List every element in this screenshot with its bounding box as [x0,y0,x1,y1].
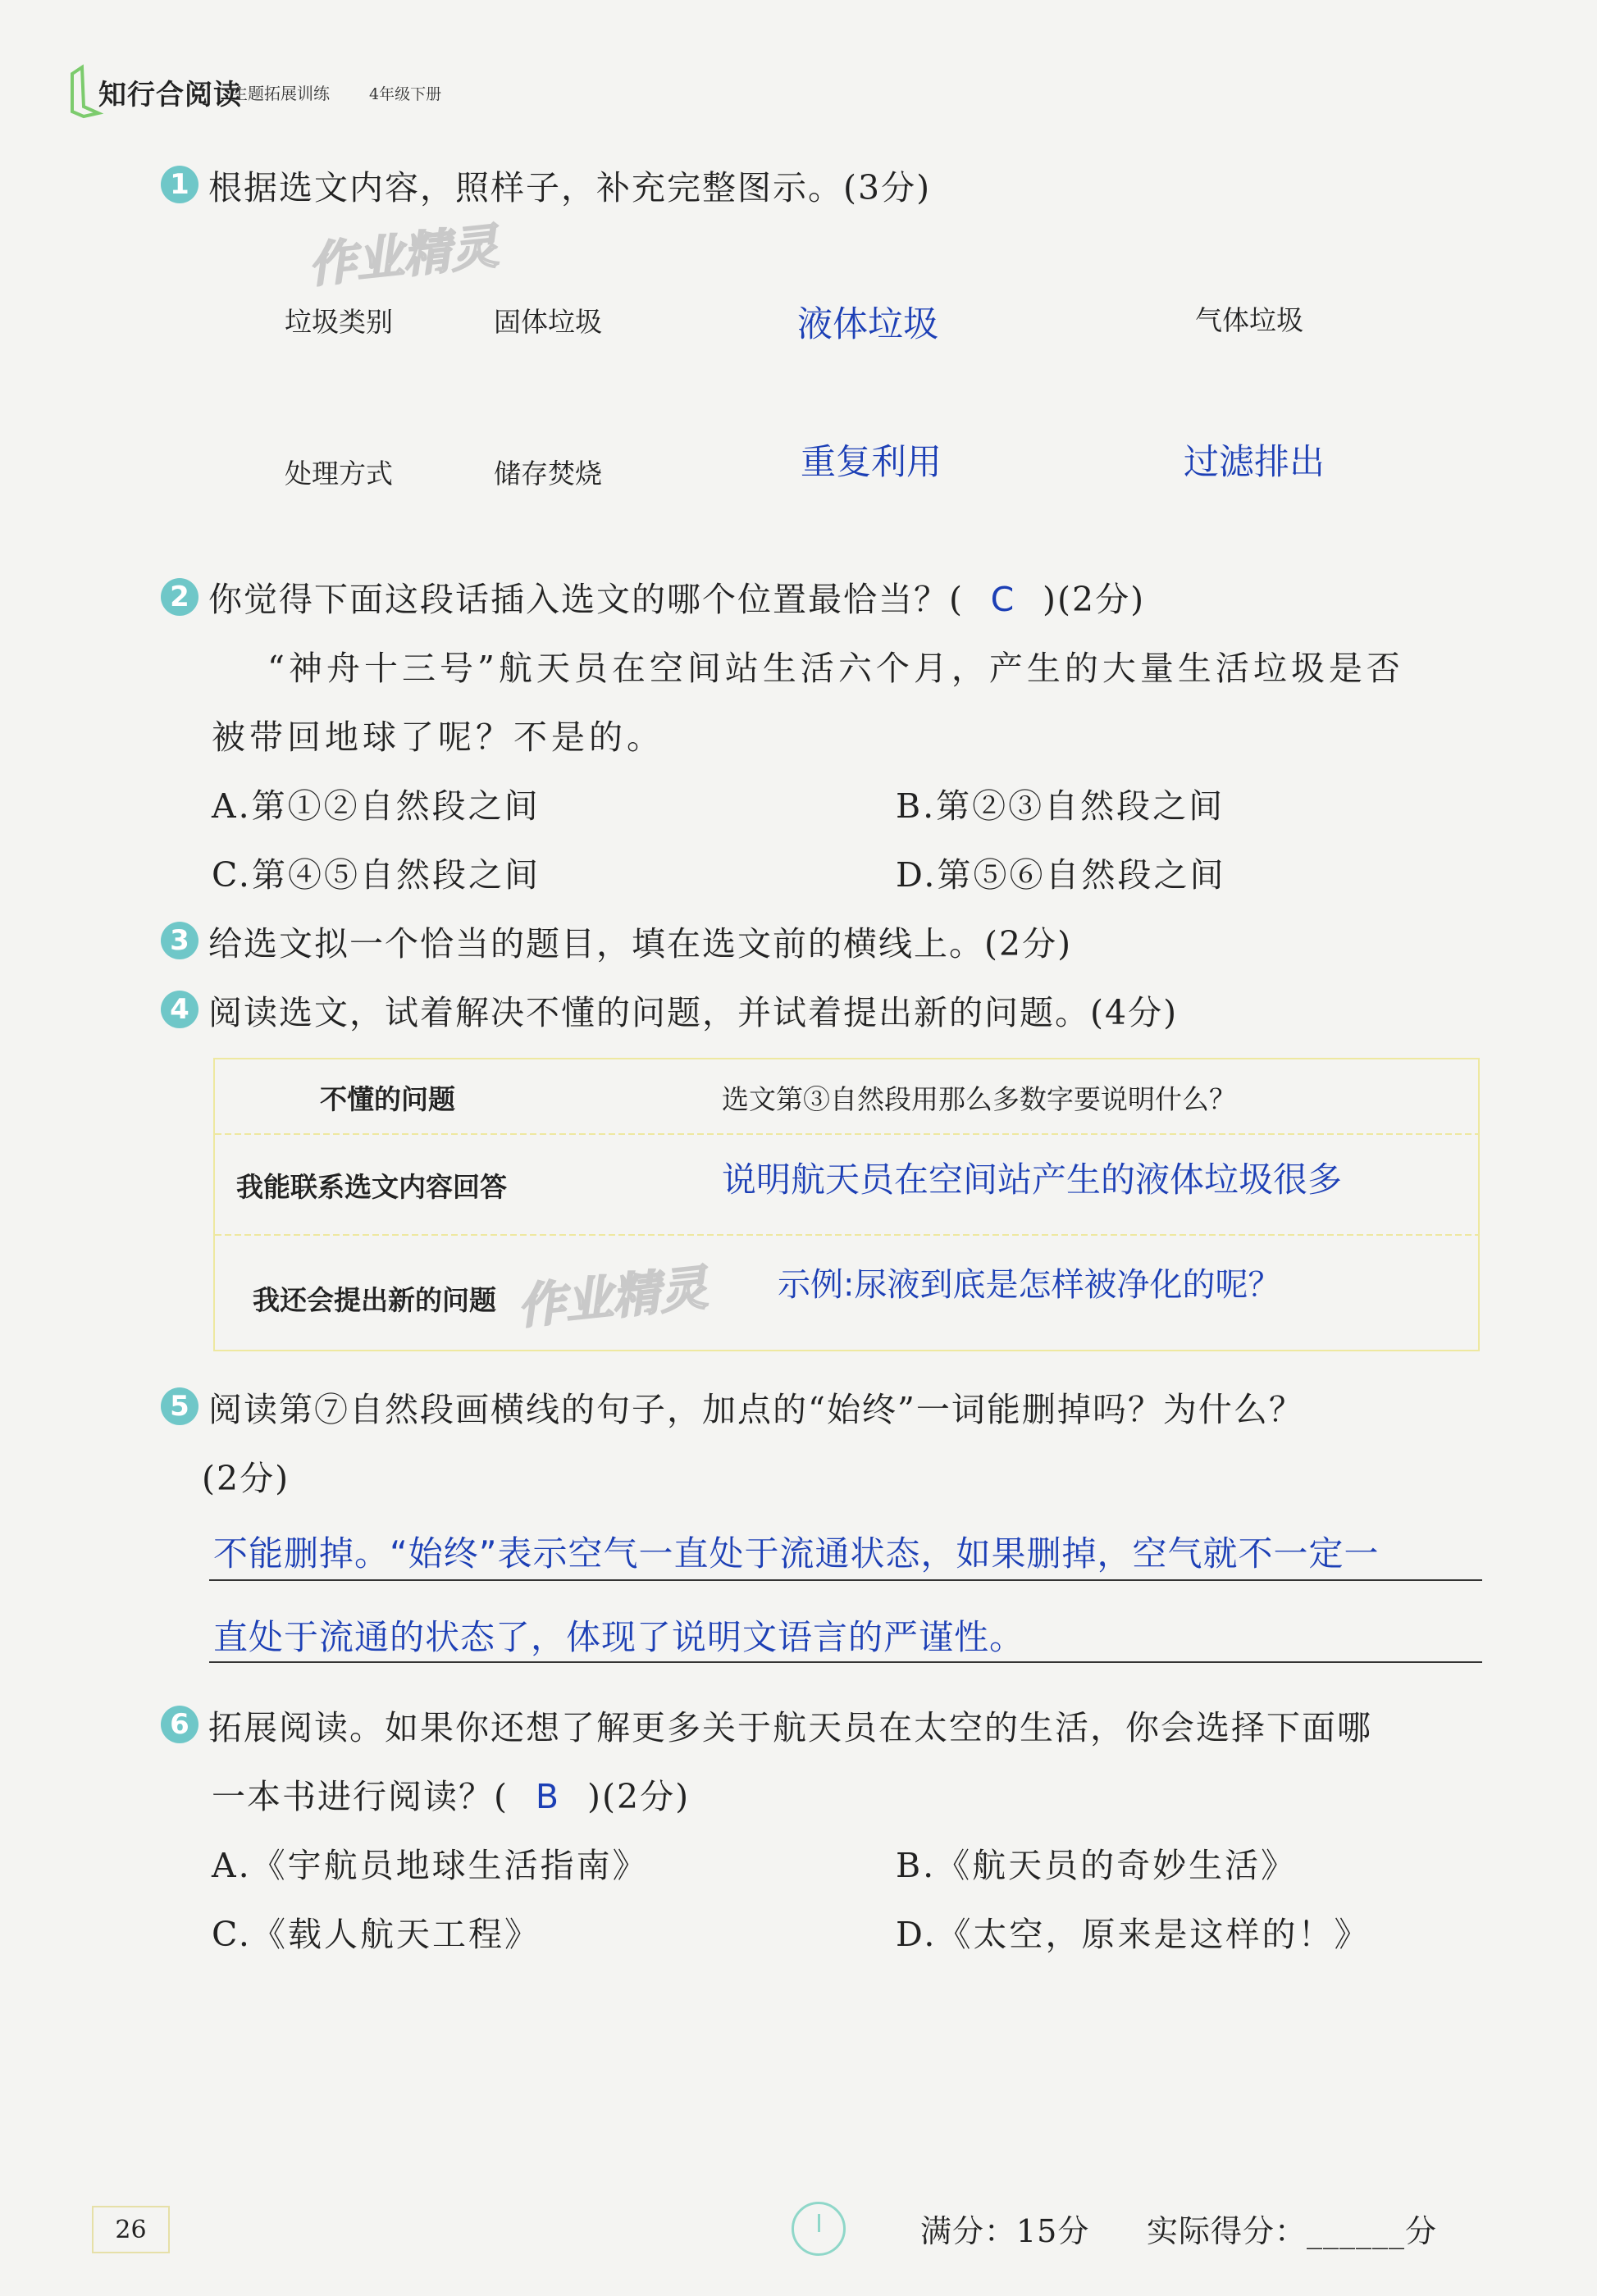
book-subtitle: 主题拓展训练 [231,84,330,103]
diagram-row-label: 垃圾类别 [285,306,393,338]
answer-line [209,1661,1482,1663]
question-number: 6 [161,1706,198,1743]
brand-name: 知行合阅读 [98,79,242,112]
watermark: 作业精灵 [514,1260,710,1335]
table-row-label: 我能联系选文内容回答 [236,1171,507,1203]
option-c: C.《载人航天工程》 [212,1915,541,1954]
question-number: 5 [161,1387,198,1425]
passage-text: 被带回地球了呢？不是的。 [212,718,664,757]
question-number: 2 [161,578,198,616]
option-b: B.《航天员的奇妙生活》 [896,1846,1298,1885]
option-a: A.《宇航员地球生活指南》 [212,1846,649,1885]
full-score: 满分：15分 [920,2213,1090,2249]
table-cell: 选文第③自然段用那么多数字要说明什么？ [722,1083,1236,1115]
question-text: (2分) [202,1459,290,1498]
option-d: D.第⑤⑥自然段之间 [896,855,1226,895]
question-text: 阅读选文，试着解决不懂的问题，并试着提出新的问题。(4分) [208,993,1179,1032]
question-text: 拓展阅读。如果你还想了解更多关于航天员在太空的生活，你会选择下面哪 [208,1708,1372,1747]
clock-icon [792,2202,846,2256]
diagram-sample: 固体垃圾 [494,306,602,338]
diagram-sample: 储存焚烧 [494,458,602,490]
answer-choice: C [990,580,1016,619]
diagram-given: 气体垃圾 [1195,304,1303,336]
answer-fill: 直处于流通的状态了，体现了说明文语言的严谨性。 [213,1617,1025,1657]
answer-fill: 示例:尿液到底是怎样被净化的呢？ [778,1266,1281,1304]
question-number: 1 [161,166,198,203]
question-text: 你觉得下面这段话插入选文的哪个位置最恰当？( C )(2分) [208,580,1146,619]
passage-text: “神舟十三号”航天员在空间站生活六个月，产生的大量生活垃圾是否 [267,649,1404,688]
answer-fill: 液体垃圾 [797,304,938,345]
table-divider [215,1234,1478,1236]
page-number: 26 [92,2206,170,2253]
watermark: 作业精灵 [305,218,501,294]
question-number: 3 [161,922,198,959]
table-row-label: 我还会提出新的问题 [253,1284,496,1316]
table-divider [215,1133,1478,1135]
answer-fill: 过滤排出 [1184,442,1325,483]
question-number: 4 [161,991,198,1028]
grade-label: 4年级下册 [369,85,442,103]
question-text: 根据选文内容，照样子，补充完整图示。(3分) [208,168,932,207]
answer-fill: 重复利用 [801,442,942,483]
option-d: D.《太空，原来是这样的！》 [896,1915,1371,1954]
question-text: 阅读第⑦自然段画横线的句子，加点的“始终”一词能删掉吗？为什么？ [208,1390,1304,1429]
option-a: A.第①②自然段之间 [212,786,541,826]
answer-fill: 说明航天员在空间站产生的液体垃圾很多 [722,1159,1343,1200]
option-c: C.第④⑤自然段之间 [212,855,541,895]
question-text: 一本书进行阅读？( B )(2分) [212,1777,691,1816]
answer-line [209,1579,1482,1581]
answer-choice: B [535,1777,561,1816]
question-text: 给选文拟一个恰当的题目，填在选文前的横线上。(2分) [208,924,1073,963]
table-row-label: 不懂的问题 [320,1083,455,1115]
actual-score: 实际得分：______分 [1147,2213,1438,2249]
diagram-row-label: 处理方式 [285,458,393,490]
option-b: B.第②③自然段之间 [896,786,1225,826]
answer-fill: 不能删掉。“始终”表示空气一直处于流通状态，如果删掉，空气就不一定一 [213,1533,1380,1574]
